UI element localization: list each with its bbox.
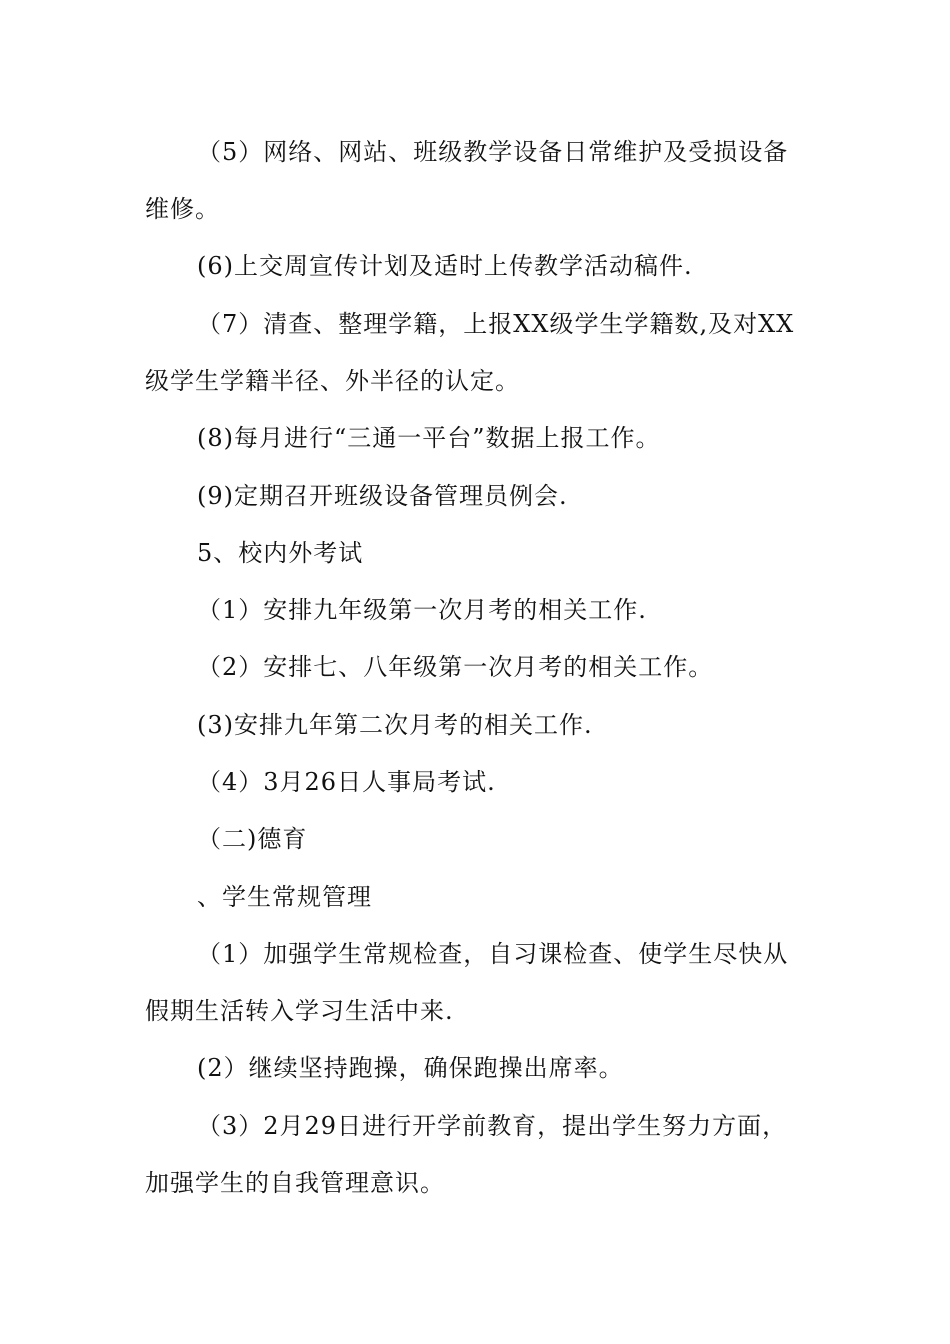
text-line: (3)安排九年第二次月考的相关工作. (197, 711, 593, 739)
text-line: （3）2月29日进行开学前教育，提出学生努力方面， (197, 1112, 788, 1140)
text-line: （1）加强学生常规检查，自习课检查、使学生尽快从 (197, 940, 789, 968)
text-line: 维修。 (145, 195, 220, 223)
text-line: 加强学生的自我管理意识。 (145, 1169, 445, 1197)
section-heading: 5、校内外考试 (197, 539, 364, 567)
text-line: 假期生活转入学习生活中来. (145, 997, 454, 1025)
text-line: （7）清查、整理学籍，上报XX级学生学籍数,及对XX (197, 310, 795, 338)
text-line: （5）网络、网站、班级教学设备日常维护及受损设备 (197, 138, 789, 166)
text-line: (9)定期召开班级设备管理员例会. (197, 482, 568, 510)
text-line: (2）继续坚持跑操，确保跑操出席率。 (197, 1054, 624, 1082)
text-line: （1）安排九年级第一次月考的相关工作. (197, 596, 647, 624)
text-line: (6)上交周宣传计划及适时上传教学活动稿件. (197, 252, 693, 280)
section-heading: 、学生常规管理 (197, 883, 372, 911)
section-heading: （二)德育 (197, 825, 308, 853)
text-line: （2）安排七、八年级第一次月考的相关工作。 (197, 653, 714, 681)
text-line: (8)每月进行“三通一平台”数据上报工作。 (197, 424, 661, 452)
text-line: （4）3月26日人事局考试. (197, 768, 496, 796)
text-line: 级学生学籍半径、外半径的认定。 (145, 367, 520, 395)
